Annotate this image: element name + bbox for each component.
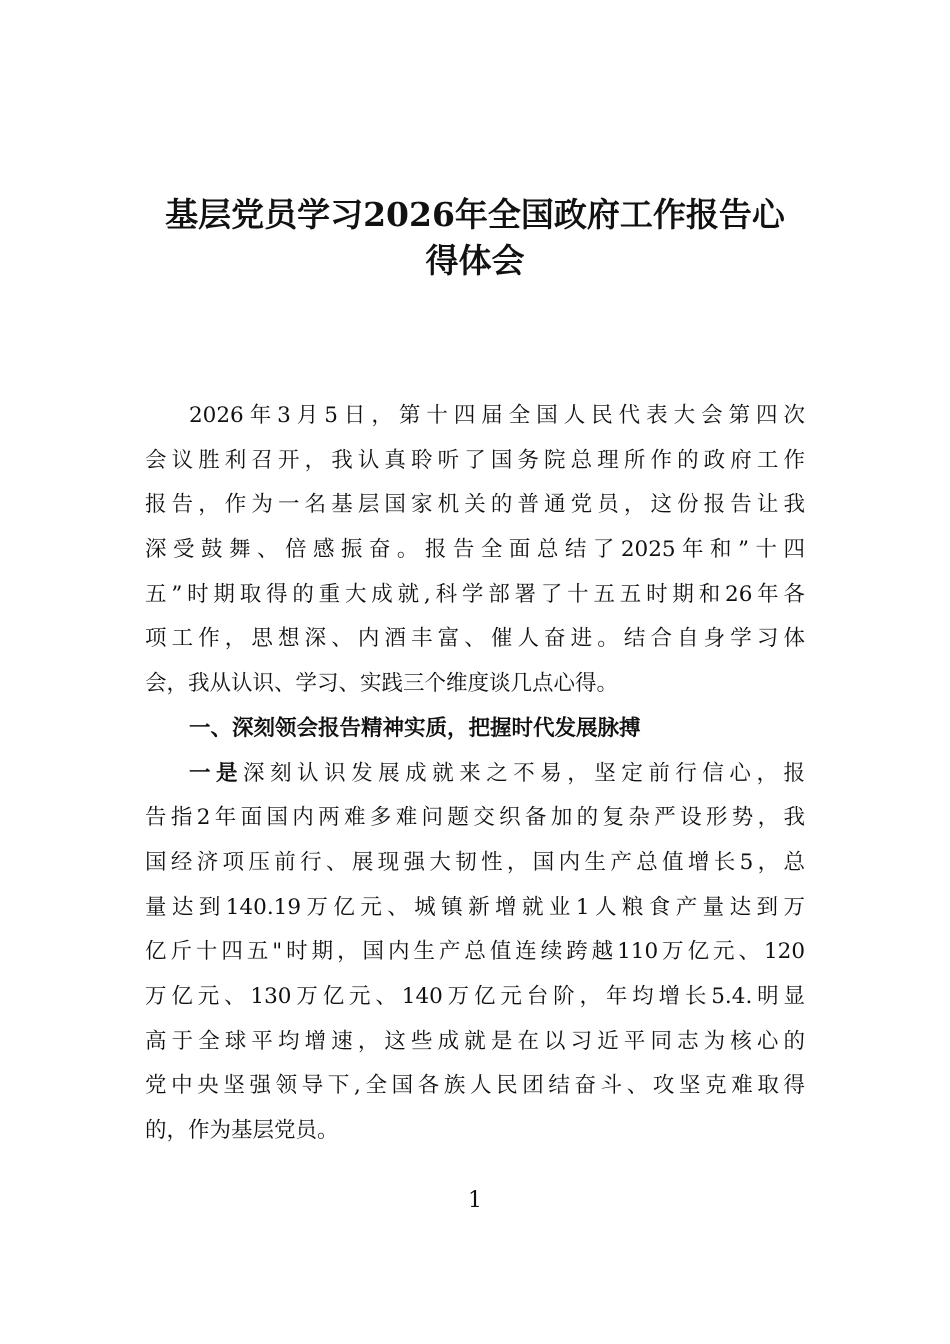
document-body xyxy=(145,396,805,1156)
title-line-1: 基层党员学习2026年全国政府工作报告心 xyxy=(165,195,785,234)
text-line: 高于全球平均增速，这些成就是在以习近平同志为核心的 xyxy=(145,1028,805,1054)
text-line: 告指2年面国内两难多难问题交织备加的复杂严设形势，我 xyxy=(145,805,805,831)
text-line: 会议胜利召开，我认真聆听了国务院总理所作的政府工作 xyxy=(145,447,805,473)
text-span: 深刻认识发展成就来之不易，坚定前行信心，报 xyxy=(243,760,805,786)
text-line: 项工作，思想深、内酒丰富、催人奋进。结合自身学习体 xyxy=(145,626,805,652)
text-line: 五”时期取得的重大成就,科学部署了十五五时期和26年各 xyxy=(145,581,805,607)
point-lead: 一是 xyxy=(189,760,244,786)
text-line: 党中央坚强领导下,全国各族人民团结奋斗、攻坚克难取得 xyxy=(145,1073,805,1099)
title-line-2: 得体会 xyxy=(425,241,525,280)
text-line: 会，我从认识、学习、实践三个维度谈几点心得。 xyxy=(145,671,619,697)
paragraph-point-one xyxy=(145,754,805,1156)
text-line: 深受鼓舞、倍感振奋。报告全面总结了2025年和”十四 xyxy=(145,537,805,563)
text-line: 亿斤十四五"时期，国内生产总值连续跨越110万亿元、120 xyxy=(145,939,805,965)
document-title xyxy=(120,192,830,284)
text-line: 量达到140.19万亿元、城镇新增就业1人粮食产量达到万 xyxy=(145,894,805,920)
text-line xyxy=(145,754,805,799)
text-line: 2026年3月5日，第十四届全国人民代表大会第四次 xyxy=(189,403,805,428)
section-heading: 一、深刻领会报告精神实质，把握时代发展脉搏 xyxy=(189,715,641,741)
paragraph-intro xyxy=(145,396,805,709)
text-line: 国经济项压前行、展现强大韧性，国内生产总值增长5，总 xyxy=(145,849,805,875)
text-line: 的，作为基层党员。 xyxy=(145,1118,339,1143)
text-line: 报告，作为一名基层国家机关的普通党员，这份报告让我 xyxy=(145,492,805,518)
page-number: 1 xyxy=(468,1188,482,1213)
text-line: 万亿元、130万亿元、140万亿元台阶，年均增长5.4.明显 xyxy=(145,983,805,1009)
